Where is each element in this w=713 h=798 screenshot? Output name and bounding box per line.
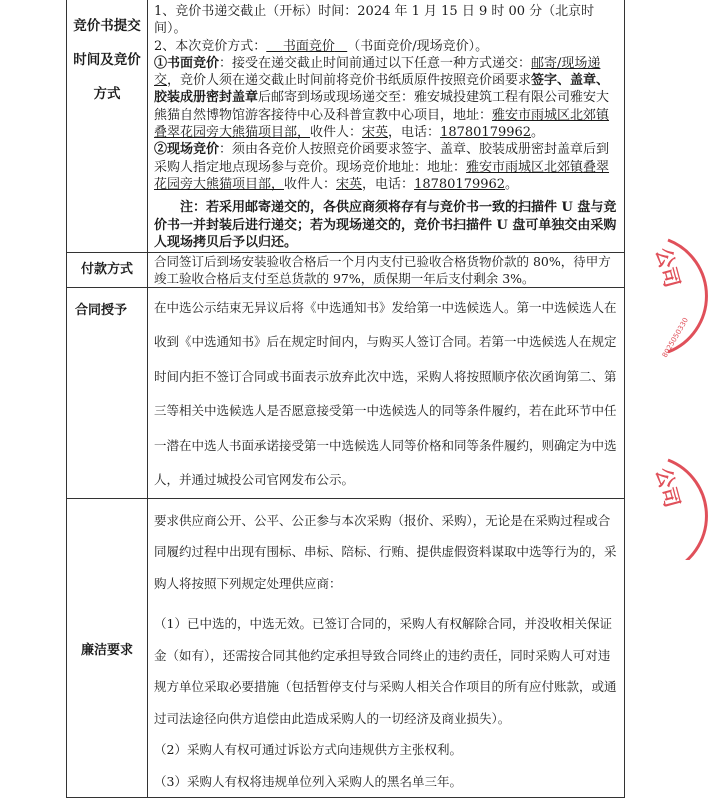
row-content: 在中选公示结束无异议后将《中选通知书》发给第一中选候选人。第一中选候选人在收到《中选通知书》后在规定时间内，与购买人签订合同。若第一中选候选人在规定时间内拒不签订合同或书面表示放弃此次中选，采购人将按照顺序依次函询第二、第三等相关中选候选人是否愿意接受第一中选候选人的同等条件履约，若在此环节中任一潜在中选人书面承诺接受第一中选候选人同等价格和同等条件履约，则确定为中选人，并通过城投公司官网发布公示。 (148, 287, 625, 498)
address: 雅安市雨城区北郊镇叠翠花园旁大熊猫项目部， (154, 107, 610, 141)
row-integrity (67, 498, 625, 798)
end-mark: 。 (505, 176, 519, 192)
seal-number: 8025050330 (660, 316, 691, 359)
label-line: 时间及竞价 (73, 52, 141, 68)
label-line: 方式 (93, 86, 121, 102)
onsite-bid (154, 141, 618, 193)
company-seal-stamp (640, 230, 713, 365)
row-payment (67, 252, 625, 287)
written-bid (154, 55, 618, 141)
method-prefix: 2、本次竞价方式： (154, 38, 267, 54)
method-line (154, 38, 618, 55)
row-bid-submission (67, 0, 625, 252)
phone: 18780179962 (414, 176, 506, 192)
recipient: 宋英 (336, 176, 363, 192)
written-ways: 邮寄/现场递交 (154, 55, 601, 89)
recipient-label: 收件人： (284, 176, 337, 192)
rule-item: （2）采购人有权可通过诉讼方式向违规供方主张权利。 (154, 742, 462, 758)
end-mark: 。 (531, 125, 545, 141)
label-line: 竞价书提交 (73, 18, 141, 34)
row-content (148, 498, 625, 798)
phone: 18780179962 (440, 125, 532, 141)
method-suffix: （书面竞价/现场竞价）。 (347, 38, 489, 54)
method-value-text: 书面竞价 (282, 38, 335, 54)
rule-item: （1）已中选的，中选无效。已签订合同的，采购人有权解除合同，并没收相关保证金（如有），还需按合同其他约定承担导致合同终止的违约责任，同时采购人可对违规方单位采取必要措施（包括暂停支付与采购人相关合作项目的所有应付账款，或通过司法途径向供方追偿由此造成采购人的一切经济及商业损失）。 (154, 616, 617, 726)
recipient-label: 收件人： (310, 125, 363, 141)
method-value (266, 39, 347, 54)
seal-text: 公司 (651, 245, 685, 290)
onsite-title: ②现场竞价 (154, 142, 220, 158)
phone-label: ，电话： (388, 125, 441, 141)
row-content (148, 0, 625, 252)
row-label: 合同授予 (67, 287, 148, 498)
recipient: 宋英 (362, 125, 389, 141)
row-label: 付款方式 (67, 252, 148, 287)
row-content: 合同签订后到场安装验收合格后一个月内支付已验收合格货物价款的 80%，待甲方竣工验收合格后支付至总货款的 97%，质保期一年后支付剩余 3%。 (148, 252, 625, 287)
intro-text: 要求供应商公开、公平、公正参与本次采购（报价、采购），无论是在采购过程或合同履约过程中出现有围标、串标、陪标、行贿、提供虚假资料谋取中选等行为的，采购人将按照下列规定处理供应商： (154, 512, 617, 591)
row-contract-award (67, 287, 625, 498)
address: 雅安市雨城区北郊镇叠翠花园旁大熊猫项目部， (154, 159, 610, 192)
written-text: ：接受在递交截止时间前通过以下任意一种方式递交： (219, 55, 532, 71)
written-title: ①书面竞价 (154, 55, 220, 71)
row-label: 廉洁要求 (67, 498, 148, 798)
written-bold: 签字、盖章、胶装成册密封盖章 (154, 73, 610, 106)
seal-text: 公司 (651, 465, 685, 510)
written-text: ，竞价人须在递交截止时间前将竞价书纸质原件按照竞价函要求 (167, 73, 532, 89)
written-text: 后邮寄到场或现场递交至：雅安城投建筑工程有限公司雅安大熊猫自然博物馆游客接待中心及科普宣教中心项目，地址： (154, 90, 610, 123)
deadline-text: 1、竞价书递交截止（开标）时间：2024 年 1 月 15 日 9 时 00 分（北京时间）。 (154, 4, 595, 37)
phone-label: ，电话： (362, 176, 415, 192)
note-text: 注：若采用邮寄递交的，各供应商须将存有与竞价书一致的扫描件 U 盘与竞价书一并封装后进行递交；若为现场递交的，竞价书扫描件 U 盘可单独交由采购人现场拷贝后予以归还。 (154, 200, 617, 251)
rule-item: （3）采购人有权将违规单位列入采购人的黑名单三年。 (154, 773, 462, 789)
procurement-table (66, 0, 625, 798)
company-seal-stamp (640, 450, 713, 560)
onsite-text: ：须由各竞价人按照竞价函要求签字、盖章、胶装成册密封盖章后到采购人指定地点现场参与竞价。现场竞价地址：地址： (154, 142, 610, 175)
row-label (67, 0, 148, 252)
